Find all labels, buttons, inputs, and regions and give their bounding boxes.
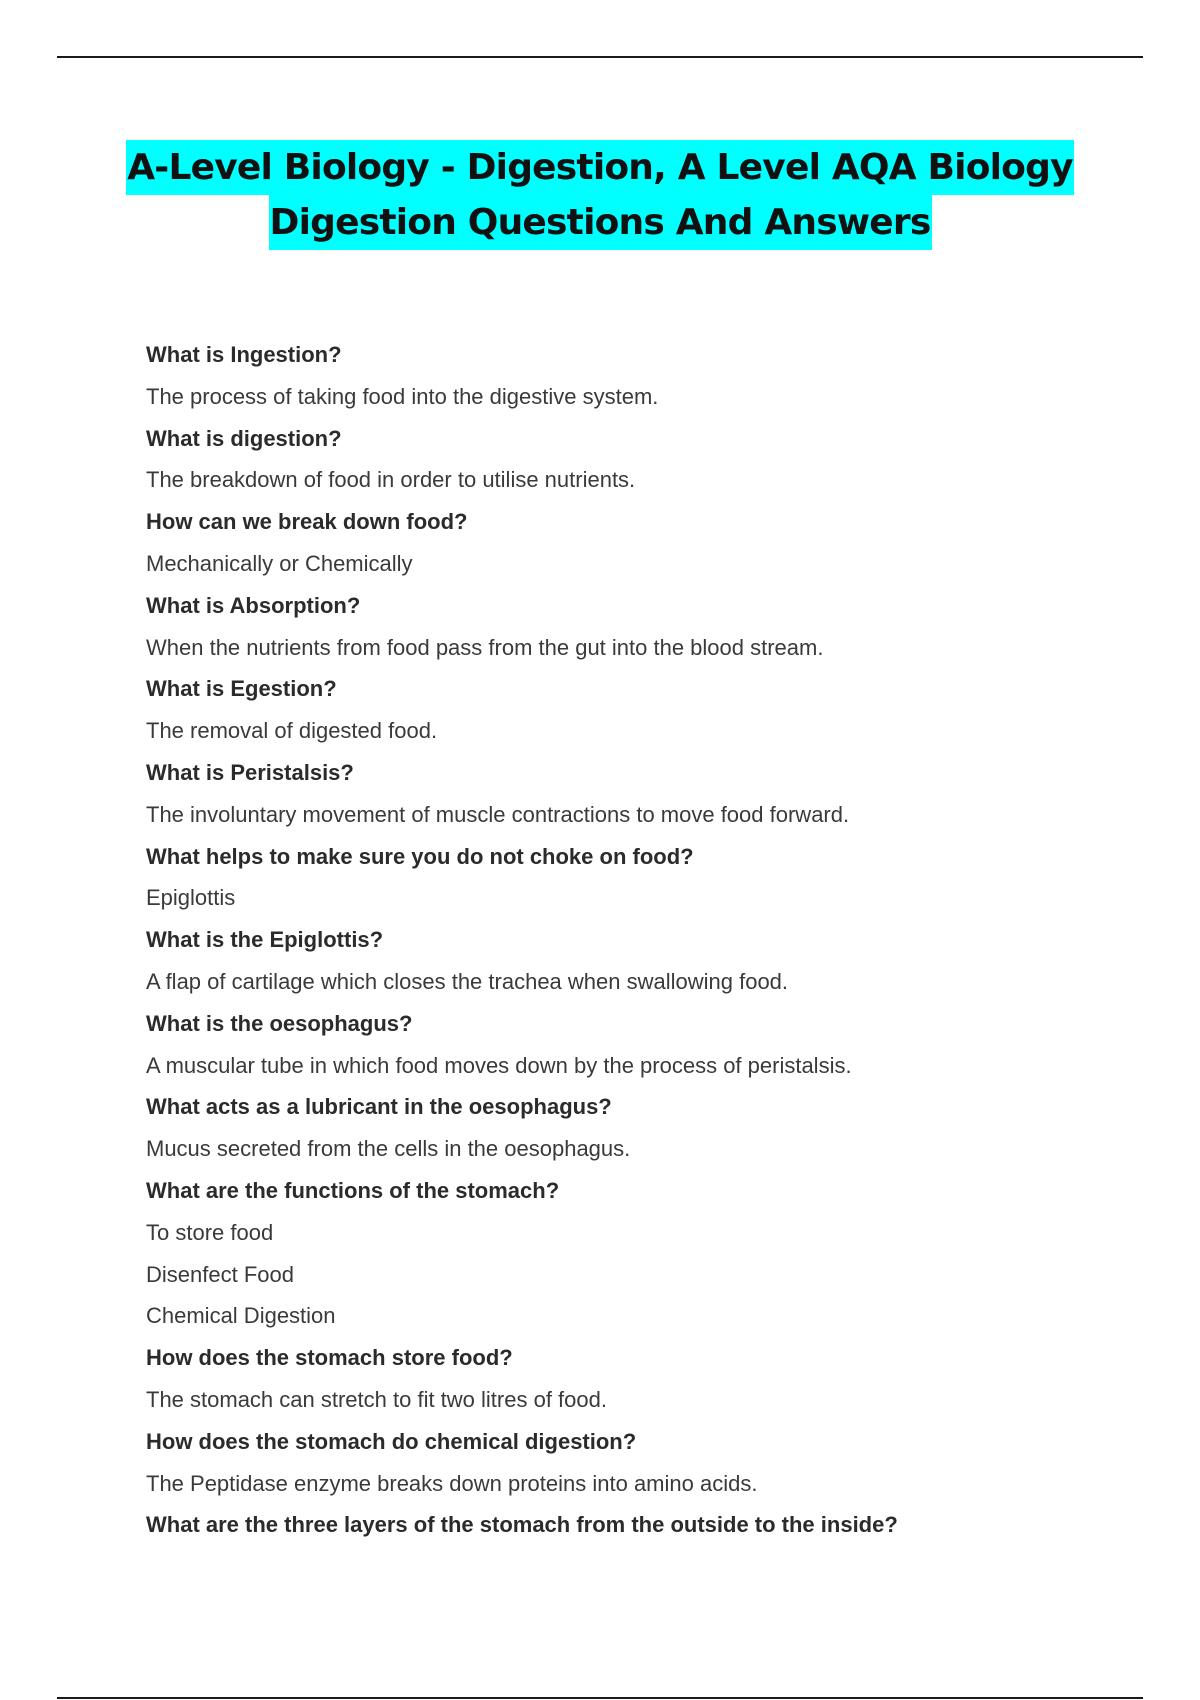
question-text: What is Peristalsis? xyxy=(146,759,354,785)
answer-text: When the nutrients from food pass from the gut into the blood stream. xyxy=(146,634,824,660)
header-rule xyxy=(57,56,1143,58)
answer-text: Mechanically or Chemically xyxy=(146,550,413,576)
answer-text: Disenfect Food xyxy=(146,1261,294,1287)
question-text: What are the three layers of the stomach from the outside to the inside? xyxy=(146,1512,898,1538)
question-text: What acts as a lubricant in the oesophagus? xyxy=(146,1094,612,1120)
answer-text: The process of taking food into the digestive system. xyxy=(146,383,659,409)
answer-text: The breakdown of food in order to utilise nutrients. xyxy=(146,467,636,493)
question-text: What is the Epiglottis? xyxy=(146,927,384,953)
answer-text: A muscular tube in which food moves down by the process of peristalsis. xyxy=(146,1052,852,1078)
question-text: What is the oesophagus? xyxy=(146,1010,413,1036)
answer-text: Mucus secreted from the cells in the oesophagus. xyxy=(146,1136,631,1162)
answer-text: To store food xyxy=(146,1219,274,1245)
question-text: How does the stomach store food? xyxy=(146,1345,513,1371)
answer-text: The involuntary movement of muscle contractions to move food forward. xyxy=(146,801,850,827)
answer-text: The Peptidase enzyme breaks down proteins into amino acids. xyxy=(146,1470,758,1496)
question-text: What is digestion? xyxy=(146,425,342,451)
question-text: What helps to make sure you do not choke on food? xyxy=(146,843,694,869)
document-title xyxy=(0,140,1200,250)
title-line-1: A-Level Biology - Digestion, A Level AQA Biology xyxy=(126,140,1073,195)
title-line-2: Digestion Questions And Answers xyxy=(269,195,932,250)
question-text: What is Egestion? xyxy=(146,676,337,702)
answer-text: Chemical Digestion xyxy=(146,1303,336,1329)
question-text: What are the functions of the stomach? xyxy=(146,1177,560,1203)
answer-text: Epiglottis xyxy=(146,885,236,911)
answer-text: A flap of cartilage which closes the trachea when swallowing food. xyxy=(146,968,789,994)
footer-rule xyxy=(57,1697,1143,1699)
question-text: What is Ingestion? xyxy=(146,342,342,367)
qa-list xyxy=(146,334,1146,1546)
answer-text: The stomach can stretch to fit two litres of food. xyxy=(146,1386,607,1412)
question-text: What is Absorption? xyxy=(146,592,361,618)
question-text: How can we break down food? xyxy=(146,509,468,535)
question-text: How does the stomach do chemical digestion? xyxy=(146,1428,637,1454)
answer-text: The removal of digested food. xyxy=(146,718,438,744)
